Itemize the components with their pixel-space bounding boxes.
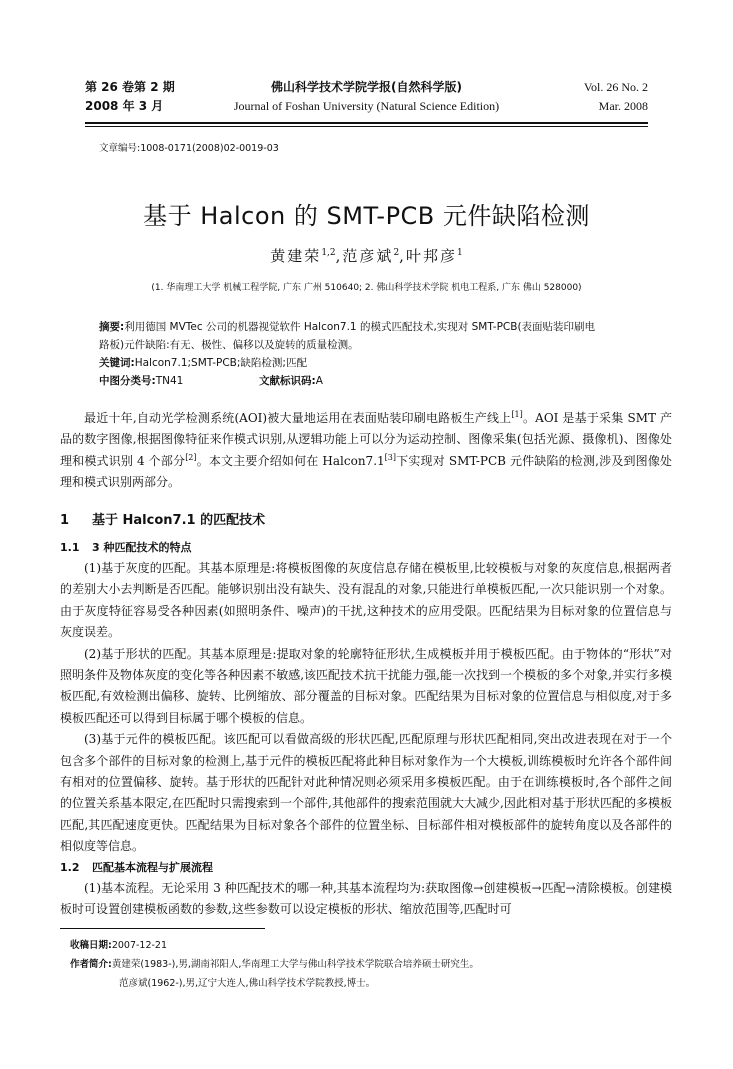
author-list — [0, 245, 733, 266]
keywords — [99, 354, 639, 372]
body-paragraph: (1)基于灰度的匹配。其基本原理是:将模板图像的灰度信息存储在模板里,比较模板与对象的灰度信息,根据两者的差别大小去判断是否匹配。能够识别出没有缺失、没有混乱的对象,只能进行单模板匹配,一次只能识别一个对象。由于灰度特征容易受各种因素(如照明条件、噪声)的干扰,这种技术的应用受限。匹配结果为目标对象的位置信息与灰度误差。 — [60, 561, 672, 640]
text-run: 最近十年,自动光学检测系统(AOI)被大量地运用在表面贴装印刷电路板生产线上 — [84, 411, 512, 425]
text-run: 。AOI 是基于采集 SMT 产品的数字图像,根据图像特征来作模式识别,从逻辑功能上可以分为运动控制、图像采集(包括光源、摄像机)、图像处理和模式识别 4 个部分 — [60, 411, 672, 468]
issue-date: 2008 年 3 月 — [85, 99, 164, 113]
volume-issue-en: Vol. 26 No. 2 — [583, 80, 648, 94]
author-affil-mark: 1 — [456, 248, 463, 258]
author-bio — [70, 955, 670, 974]
body-paragraph: (2)基于形状的匹配。其基本原理是:提取对象的轮廓特征形状,生成模板并用于模板匹配。由于物体的“形状”对照明条件及物体灰度的变化等各种因素不敏感,该匹配技术抗干扰能力强,能一次找到一个模板的多个对象,并实行多模板匹配,有效检测出偏移、旋转、比例缩放、部分覆盖的目标对象。匹配结果为目标对象的位置信息与相似度,对于多模板匹配还可以得到目标属于哪个模板的信息。 — [60, 646, 672, 725]
author-name: 范彦斌 — [342, 247, 394, 265]
abstract-text: 利用德国 MVTec 公司的机器视觉软件 Halcon7.1 的模式匹配技术,实现对 SMT-PCB(表面贴装印刷电 — [124, 321, 596, 333]
abstract-line — [99, 318, 639, 336]
clc-label: 中图分类号: — [99, 375, 156, 387]
intro-body — [60, 408, 672, 494]
citation[interactable]: [2] — [185, 452, 197, 462]
received-label: 收稿日期: — [70, 940, 112, 951]
intro-paragraph — [60, 408, 672, 494]
section-number: 1 — [60, 513, 70, 528]
author-name: 叶邦彦 — [405, 247, 457, 265]
footnotes — [70, 936, 670, 993]
running-header — [85, 78, 648, 120]
abstract-line: 路板)元件缺陷:有无、极性、偏移以及旋转的质量检测。 — [99, 339, 359, 351]
header-rule-thick — [85, 122, 648, 124]
affiliations: (1. 华南理工大学 机械工程学院, 广东 广州 510640; 2. 佛山科学技术学院 机电工程系, 广东 佛山 528000) — [151, 283, 582, 293]
subsection-heading — [60, 538, 672, 558]
text-run: 下实现对 SMT-PCB 元件缺陷的检测,涉及到图像处理和模式识别两部分。 — [60, 453, 673, 490]
clc-entry — [99, 375, 183, 387]
body-paragraph: (1)基本流程。无论采用 3 种匹配技术的哪一种,其基本流程均为:获取图像→创建模板→匹配→清除模板。创建模板时可设置创建模板函数的参数,这些参数可以设定模板的形状、缩放范围等,匹配时可 — [60, 880, 672, 917]
author-name: 黄建荣 — [270, 247, 322, 265]
volume-issue: 第 26 卷第 2 期 — [85, 80, 175, 94]
subsection-title: 3 种匹配技术的特点 — [92, 541, 192, 554]
section-body — [60, 508, 672, 921]
author-affil-mark: 1,2 — [321, 248, 336, 258]
body-paragraph: (3)基于元件的模板匹配。该匹配可以看做高级的形状匹配,匹配原理与形状匹配相同,突出改进表现在对于一个包含多个部件的目标对象的检测上,基于元件的模板匹配将此种目标对象作为一个大模板,训练模板时允许各个部件间有相对的位置偏移、旋转。基于形状的匹配针对此种情况则必须采用多模板匹配。由于在训练模板时,各个部件之间的位置关系基本限定,在匹配时只需搜索到一个部件,其他部件的搜索范围就大大减少,因此相对基于形状匹配的多模板匹配,其匹配速度更快。匹配结果为目标对象各个部件的位置坐标、目标部件相对模板部件的旋转角度以及各部件的相似度等信息。 — [60, 732, 672, 854]
clc-code: TN41 — [155, 375, 184, 387]
section-heading — [60, 508, 672, 534]
article-number: 文章编号:1008-0171(2008)02-0019-03 — [99, 143, 279, 154]
received-date — [70, 936, 670, 955]
author-bio: 范彦斌(1962-),男,辽宁大连人,佛山科学技术学院教授,博士。 — [119, 978, 376, 989]
bio-label: 作者简介: — [70, 959, 112, 970]
issue-date-en: Mar. 2008 — [598, 99, 648, 113]
abstract — [99, 318, 639, 354]
doc-code: A — [315, 375, 323, 387]
received-value: 2007-12-21 — [111, 940, 168, 951]
bio-text: 黄建荣(1983-),男,湖南祁阳人,华南理工大学与佛山科学技术学院联合培养硕士研究生。 — [111, 959, 479, 970]
text-run: 。本文主要介绍如何在 Halcon7.1 — [196, 453, 385, 468]
footnote-rule — [60, 928, 265, 929]
doc-code-entry — [259, 372, 323, 390]
subsection-heading — [60, 858, 672, 878]
author-separator: , — [335, 247, 343, 265]
citation[interactable]: [1] — [511, 410, 523, 419]
abstract-label: 摘要: — [99, 321, 125, 333]
section-title: 基于 Halcon7.1 的匹配技术 — [92, 513, 266, 528]
keywords-label: 关键词: — [99, 357, 135, 369]
subsection-number: 1.1 — [60, 541, 80, 554]
journal-name-cn: 佛山科学技术学院学报(自然科学版) — [271, 80, 462, 94]
subsection-number: 1.2 — [60, 860, 80, 874]
subsection-title: 匹配基本流程与扩展流程 — [92, 860, 213, 874]
doc-code-label: 文献标识码: — [259, 375, 316, 387]
classification — [99, 372, 639, 390]
journal-name-en: Journal of Foshan University (Natural Science Edition) — [233, 99, 500, 113]
journal-name — [85, 78, 648, 116]
author-separator: , — [399, 247, 406, 265]
header-rule-thin — [85, 126, 648, 127]
paper-title: 基于 Halcon 的 SMT-PCB 元件缺陷检测 — [143, 202, 590, 230]
citation[interactable]: [3] — [384, 452, 396, 462]
issue-info-en — [584, 78, 648, 116]
author-affil-mark: 2 — [393, 248, 400, 258]
keywords-text: Halcon7.1;SMT-PCB;缺陷检测;匹配 — [134, 357, 307, 369]
